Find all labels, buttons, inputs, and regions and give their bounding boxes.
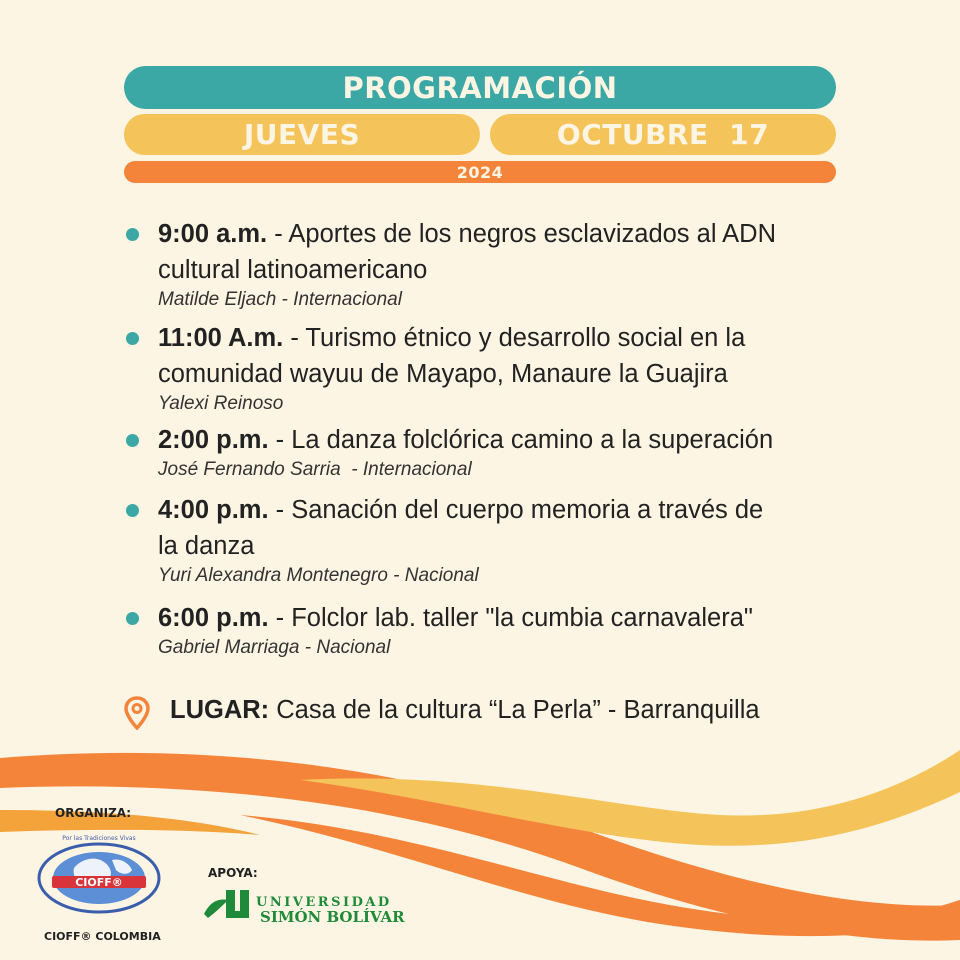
schedule-speaker: Yuri Alexandra Montenegro - Nacional [158, 565, 479, 586]
bullet-dot-icon [126, 228, 139, 241]
schedule-title-line: comunidad wayuu de Mayapo, Manaure la Guajira [158, 360, 728, 388]
bullet-dot-icon [126, 332, 139, 345]
program-title-banner [124, 66, 836, 109]
schedule-title-line: - Aportes de los negros esclavizados al ADN [274, 220, 777, 248]
date-banner [490, 114, 836, 155]
schedule-title-line: la danza [158, 532, 255, 560]
bullet-dot-icon [126, 504, 139, 517]
bullet-dot-icon [126, 612, 139, 625]
schedule-title-line: - Sanación del cuerpo memoria a través de [275, 496, 764, 524]
schedule-time: 6:00 p.m. [158, 604, 269, 632]
cioff-motto: Por las Tradiciones Vivas [62, 835, 136, 842]
location-label: LUGAR: [170, 696, 270, 724]
apoya-label: APOYA: [208, 866, 258, 880]
date-label: OCTUBRE 17 [556, 118, 770, 151]
schedule-title-line: - La danza folclórica camino a la superación [275, 426, 774, 454]
schedule-time: 2:00 p.m. [158, 426, 269, 454]
schedule-title-line: cultural latinoamericano [158, 256, 428, 284]
schedule-item [126, 600, 866, 660]
day-label: JUEVES [243, 118, 361, 151]
location-row [124, 694, 884, 734]
cioff-logo [24, 826, 174, 926]
schedule-time: 11:00 A.m. [158, 324, 284, 352]
schedule-speaker: Yalexi Reinoso [158, 393, 284, 414]
year-label: 2024 [456, 162, 504, 182]
schedule-time: 9:00 a.m. [158, 220, 268, 248]
schedule-item [126, 492, 866, 588]
schedule-speaker: José Fernando Sarria - Internacional [158, 459, 472, 480]
usb-name-line-2: SIMÓN BOLÍVAR [260, 908, 405, 926]
cioff-colombia-label: CIOFF® COLOMBIA [44, 930, 161, 943]
map-pin-icon [124, 696, 150, 730]
usb-name-line-1: UNIVERSIDAD [256, 895, 392, 910]
schedule-item [126, 422, 866, 482]
schedule-speaker: Matilde Eljach - Internacional [158, 289, 402, 310]
schedule-item [126, 216, 866, 312]
schedule-time: 4:00 p.m. [158, 496, 269, 524]
cioff-logo-text: CIOFF® [75, 876, 123, 889]
location-value: Casa de la cultura “La Perla” - Barranquilla [276, 696, 760, 724]
universidad-simon-bolivar-logo [198, 884, 418, 932]
organiza-label: ORGANIZA: [55, 806, 132, 820]
program-title: PROGRAMACIÓN [342, 70, 618, 105]
schedule-speaker: Gabriel Marriaga - Nacional [158, 637, 391, 658]
schedule-title-line: - Folclor lab. taller "la cumbia carnavalera" [275, 604, 753, 632]
schedule-item [126, 320, 866, 416]
year-banner [124, 161, 836, 183]
schedule-title-line: - Turismo étnico y desarrollo social en la [290, 324, 746, 352]
day-banner [124, 114, 480, 155]
bullet-dot-icon [126, 434, 139, 447]
